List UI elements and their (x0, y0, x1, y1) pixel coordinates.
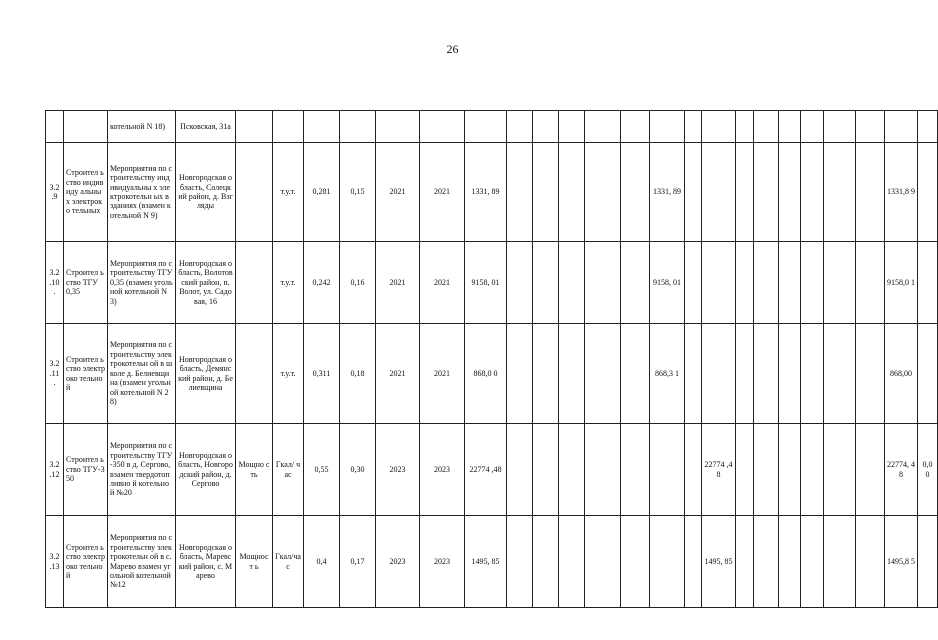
cell-address: Новгородская область, Демянский район, д. Белиевщина (176, 324, 236, 424)
cell-total: 1331, 89 (465, 143, 507, 242)
cell-c27 (918, 111, 938, 143)
cell-end (420, 111, 465, 143)
cell-val2: 0,15 (340, 143, 376, 242)
cell-c17: 9158, 01 (650, 242, 685, 324)
cell-name: Строител ьство электроко тельной (64, 324, 108, 424)
table-row (46, 324, 938, 424)
cell-c26: 868,00 (885, 324, 918, 424)
cell-val2: 0,17 (340, 516, 376, 608)
cell-c21 (754, 111, 779, 143)
cell-val1: 0,55 (304, 424, 340, 516)
cell-c22 (779, 143, 801, 242)
cell-no: 3.2 .11 . (46, 324, 64, 424)
cell-address: Новгородская область, Солецкий район, д. Взгляды (176, 143, 236, 242)
cell-c19: 22774 ,48 (702, 424, 736, 516)
cell-c27 (918, 324, 938, 424)
cell-c26: 22774, 48 (885, 424, 918, 516)
cell-c16 (621, 111, 650, 143)
cell-start: 2021 (376, 143, 420, 242)
cell-c25 (856, 143, 885, 242)
cell-address: Новгородская область, Волотовский район, п. Волот, ул. Садовая, 16 (176, 242, 236, 324)
cell-c16 (621, 424, 650, 516)
cell-c19 (702, 143, 736, 242)
cell-total: 868,0 0 (465, 324, 507, 424)
cell-start: 2023 (376, 516, 420, 608)
cell-unit (273, 111, 304, 143)
cell-c23 (801, 143, 824, 242)
cell-end: 2021 (420, 324, 465, 424)
cell-c25 (856, 111, 885, 143)
cell-c19: 1495, 85 (702, 516, 736, 608)
cell-val2: 0,18 (340, 324, 376, 424)
cell-c22 (779, 516, 801, 608)
cell-c16 (621, 324, 650, 424)
cell-start (376, 111, 420, 143)
cell-measure: Мероприятия по строительству индивидуальны х электрокотельн ых в зданиях (взамен котельной N 9) (108, 143, 176, 242)
cell-param: Мощност ь (236, 516, 273, 608)
cell-val2 (340, 111, 376, 143)
cell-c16 (621, 143, 650, 242)
cell-address: Новгородская область, Маревский район, с. Марево (176, 516, 236, 608)
cell-measure: Мероприятия по строительству ТГУ-350 в д. Сергово, взамен твердотопливно й котельной №20 (108, 424, 176, 516)
cell-c16 (621, 242, 650, 324)
cell-measure: Мероприятия по строительству электрокотельн ой в с.Марево взамен угольной котельной №12 (108, 516, 176, 608)
cell-measure: Мероприятия по строительству электрокотельн ой в школе д. Белиевщина (взамен угольной котельной N 28) (108, 324, 176, 424)
cell-c13 (533, 516, 559, 608)
cell-c19 (702, 242, 736, 324)
cell-measure: Мероприятия по строительству ТГУ 0,35 (взамен угольной котельной N 3) (108, 242, 176, 324)
cell-c23 (801, 111, 824, 143)
cell-start: 2023 (376, 424, 420, 516)
cell-c18 (685, 242, 702, 324)
cell-c19 (702, 111, 736, 143)
cell-c25 (856, 424, 885, 516)
cell-c26: 9158,0 1 (885, 242, 918, 324)
cell-c14 (559, 111, 585, 143)
cell-c12 (507, 242, 533, 324)
cell-c12 (507, 143, 533, 242)
cell-param (236, 111, 273, 143)
cell-c13 (533, 242, 559, 324)
cell-c20 (736, 242, 754, 324)
cell-no (46, 111, 64, 143)
cell-c16 (621, 516, 650, 608)
cell-total: 1495, 85 (465, 516, 507, 608)
cell-no: 3.2 .10 . (46, 242, 64, 324)
cell-name: Строител ьство ТГУ-350 (64, 424, 108, 516)
cell-param (236, 324, 273, 424)
cell-c24 (824, 242, 856, 324)
cell-c27 (918, 516, 938, 608)
cell-c17: 1331, 89 (650, 143, 685, 242)
cell-c25 (856, 516, 885, 608)
cell-unit: т.у.т. (273, 143, 304, 242)
cell-c23 (801, 242, 824, 324)
cell-c27 (918, 242, 938, 324)
cell-c23 (801, 324, 824, 424)
cell-c13 (533, 143, 559, 242)
cell-c20 (736, 143, 754, 242)
cell-c17 (650, 516, 685, 608)
cell-address: Псковская, 31а (176, 111, 236, 143)
cell-c23 (801, 516, 824, 608)
cell-c24 (824, 516, 856, 608)
cell-c17: 868,3 1 (650, 324, 685, 424)
cell-address: Новгородская область, Новгородский район, д. Сергово (176, 424, 236, 516)
cell-c22 (779, 424, 801, 516)
cell-val1 (304, 111, 340, 143)
cell-unit: т.у.т. (273, 324, 304, 424)
cell-c14 (559, 516, 585, 608)
cell-c27: 0,0 0 (918, 424, 938, 516)
cell-c18 (685, 143, 702, 242)
cell-c24 (824, 424, 856, 516)
cell-c22 (779, 111, 801, 143)
cell-c21 (754, 516, 779, 608)
cell-c13 (533, 424, 559, 516)
cell-c20 (736, 424, 754, 516)
cell-start: 2021 (376, 242, 420, 324)
cell-c15 (585, 143, 621, 242)
cell-name: Строител ьство электроко тельной (64, 516, 108, 608)
table-row (46, 143, 938, 242)
page-number: 26 (446, 42, 459, 56)
cell-total (465, 111, 507, 143)
cell-val1: 0,4 (304, 516, 340, 608)
cell-c18 (685, 516, 702, 608)
cell-c18 (685, 111, 702, 143)
cell-c21 (754, 424, 779, 516)
cell-c18 (685, 424, 702, 516)
cell-c12 (507, 424, 533, 516)
cell-end: 2023 (420, 424, 465, 516)
cell-c25 (856, 242, 885, 324)
cell-c24 (824, 143, 856, 242)
cell-c15 (585, 111, 621, 143)
cell-c24 (824, 111, 856, 143)
cell-c14 (559, 424, 585, 516)
cell-val1: 0,242 (304, 242, 340, 324)
cell-total: 22774 ,48 (465, 424, 507, 516)
table-row (46, 242, 938, 324)
cell-c14 (559, 324, 585, 424)
cell-c20 (736, 324, 754, 424)
cell-c19 (702, 324, 736, 424)
cell-c26: 1495,8 5 (885, 516, 918, 608)
cell-name (64, 111, 108, 143)
cell-c13 (533, 324, 559, 424)
cell-end: 2023 (420, 516, 465, 608)
cell-unit: т.у.т. (273, 242, 304, 324)
cell-c26 (885, 111, 918, 143)
cell-unit: Гкал/ча с (273, 516, 304, 608)
cell-c21 (754, 242, 779, 324)
cell-c25 (856, 324, 885, 424)
cell-c18 (685, 324, 702, 424)
measures-table (45, 110, 938, 608)
cell-c21 (754, 143, 779, 242)
cell-end: 2021 (420, 143, 465, 242)
cell-no: 3.2 .12 (46, 424, 64, 516)
cell-no: 3.2 .13 (46, 516, 64, 608)
cell-measure: котельной N 18) (108, 111, 176, 143)
cell-val2: 0,16 (340, 242, 376, 324)
cell-val1: 0,311 (304, 324, 340, 424)
cell-c12 (507, 516, 533, 608)
cell-c22 (779, 324, 801, 424)
cell-c17 (650, 424, 685, 516)
cell-c15 (585, 516, 621, 608)
cell-c14 (559, 143, 585, 242)
cell-c22 (779, 242, 801, 324)
cell-c15 (585, 424, 621, 516)
cell-c12 (507, 111, 533, 143)
cell-param: Мощно сть (236, 424, 273, 516)
cell-val2: 0,30 (340, 424, 376, 516)
cell-param (236, 143, 273, 242)
cell-c13 (533, 111, 559, 143)
cell-no: 3.2 .9 (46, 143, 64, 242)
cell-c24 (824, 324, 856, 424)
table-row (46, 111, 938, 143)
cell-name: Строител ьство индивиду альных электроко тельных (64, 143, 108, 242)
cell-c17 (650, 111, 685, 143)
cell-c15 (585, 324, 621, 424)
cell-start: 2021 (376, 324, 420, 424)
cell-c23 (801, 424, 824, 516)
cell-c20 (736, 111, 754, 143)
cell-c27 (918, 143, 938, 242)
cell-c14 (559, 242, 585, 324)
cell-c21 (754, 324, 779, 424)
cell-c15 (585, 242, 621, 324)
cell-c20 (736, 516, 754, 608)
cell-val1: 0,281 (304, 143, 340, 242)
cell-param (236, 242, 273, 324)
cell-name: Строител ьство ТГУ 0,35 (64, 242, 108, 324)
cell-c12 (507, 324, 533, 424)
cell-total: 9158, 01 (465, 242, 507, 324)
table-row (46, 516, 938, 608)
cell-c26: 1331,8 9 (885, 143, 918, 242)
table-row (46, 424, 938, 516)
cell-unit: Гкал/ час (273, 424, 304, 516)
cell-end: 2021 (420, 242, 465, 324)
